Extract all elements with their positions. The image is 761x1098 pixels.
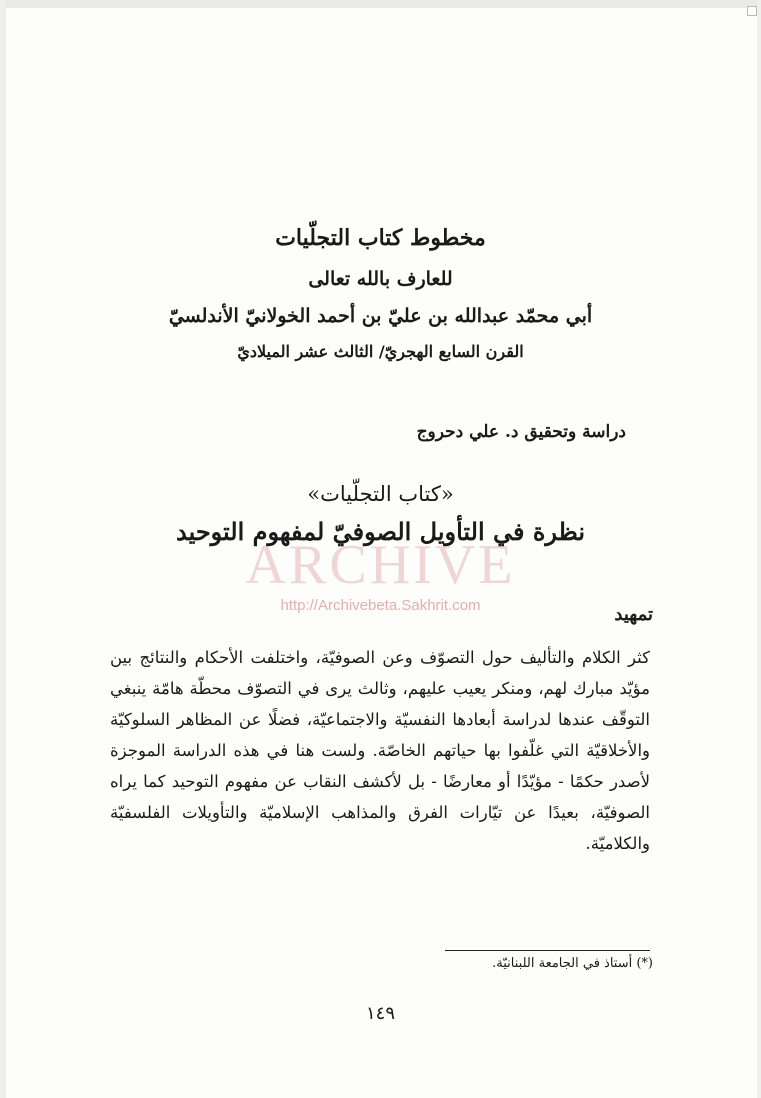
manuscript-title: مخطوط كتاب التجلّيات — [275, 225, 486, 251]
section-heading: تمهيد — [614, 604, 653, 625]
page-number: ١٤٩ — [365, 1003, 395, 1024]
century-line: القرن السابع الهجريّ/ الثالث عشر الميلاديّ — [237, 342, 524, 361]
body-paragraph: كثر الكلام والتأليف حول التصوّف وعن الصوفيّة، واختلفت الأحكام والنتائج بين مؤيّد مبارك لهم، ومنكر يعيب عليهم، وثالث يرى في التصوّف محطّة هامّة ينبغي التوقّف عندها لدراسة أبعادها النفسيّة والاجتماعيّة، فضلًا عن المظاهر السلوكيّة والأخلاقيّة التي غلّفوا بها حياتهم الخاصّة. ولست هنا في هذه الدراسة الموجزة لأصدر حكمًا - مؤيّدًا أو معارضًا - بل لأكشف النقاب عن مفهوم التوحيد كما يراه الصوفيّة، بعيدًا عن تيّارات الفرق والمذاهب الإسلاميّة والتأويلات الفلسفيّة والكلاميّة. — [110, 648, 650, 853]
article-title: نظرة في التأويل الصوفيّ لمفهوم التوحيد — [175, 517, 586, 546]
page-corner-marker — [747, 6, 757, 16]
page-top-edge — [0, 0, 761, 8]
watermark-url: http://Archivebeta.Sakhrit.com — [280, 597, 481, 614]
footnote-rule — [445, 950, 650, 951]
dedication-line: للعارف بالله تعالى — [308, 268, 453, 290]
book-title: «كتاب التجلّيات» — [307, 482, 454, 506]
footnote: (*) أستاذ في الجامعة اللبنانيّة. — [492, 956, 653, 971]
study-credit: دراسة وتحقيق د. علي دحروج — [416, 422, 626, 442]
author-line: أبي محمّد عبدالله بن عليّ بن أحمد الخولانيّ الأندلسيّ — [168, 305, 593, 327]
watermark-archive: ARCHIVE — [245, 534, 516, 596]
